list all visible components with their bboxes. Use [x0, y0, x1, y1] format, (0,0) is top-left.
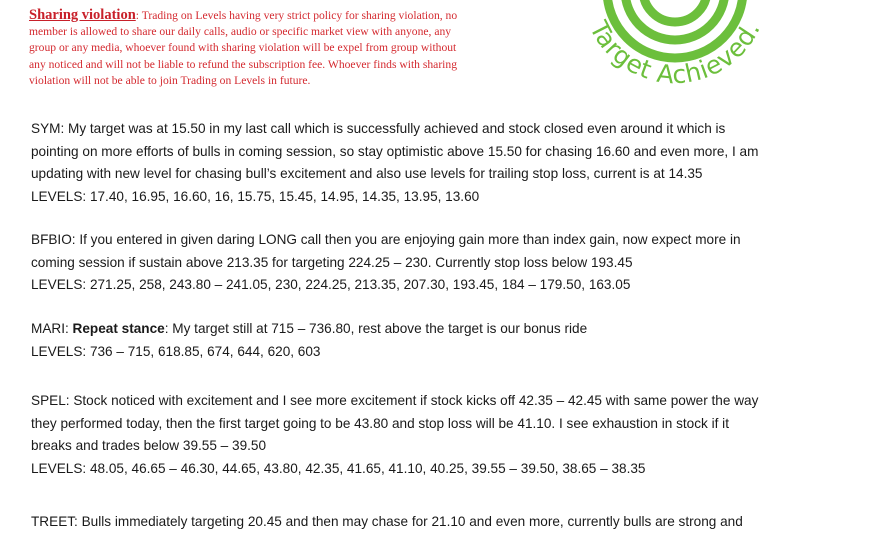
notice-line-3: group or any media, whoever found with sharing violation will be expel from group without	[29, 41, 457, 55]
bfbio-line-1: BFBIO: If you entered in given daring LONG call then you are enjoying gain more than index gain, now expect more in	[31, 232, 741, 247]
sym-levels: LEVELS: 17.40, 16.95, 16.60, 16, 15.75, 15.45, 14.95, 14.35, 13.95, 13.60	[31, 188, 480, 204]
sym-line-1: SYM: My target was at 15.50 in my last call which is successfully achieved and stock closed even around it which is	[31, 121, 726, 136]
notice-heading: Sharing violation	[29, 7, 136, 23]
sym-line-3: updating with new level for chasing bull’s excitement and also use levels for trailing stop loss, current is at 14.35	[31, 166, 703, 182]
sharing-violation-notice	[29, 7, 519, 89]
mari-rest: : My target still at 715 – 736.80, rest above the target is our bonus ride	[164, 321, 588, 336]
call-spel	[31, 390, 758, 480]
sym-line-2: pointing on more efforts of bulls in coming session, so stay optimistic above 15.50 for chasing 16.60 and even more, I am	[31, 143, 759, 159]
call-bfbio	[31, 229, 741, 297]
spel-line-2: they performed today, then the first target going to be 43.80 and stop loss will be 41.10. I see exhaustion in stock if it	[31, 415, 729, 431]
mari-levels: LEVELS: 736 – 715, 618.85, 674, 644, 620, 603	[31, 343, 321, 359]
target-achieved-logo	[560, 0, 790, 100]
notice-line-5: violation will not be able to join Trading on Levels in future.	[29, 73, 311, 87]
mari-prefix: MARI:	[31, 321, 73, 336]
mari-bold-stance: Repeat stance	[72, 321, 165, 336]
spel-levels: LEVELS: 48.05, 46.65 – 46.30, 44.65, 43.80, 42.35, 41.65, 41.10, 40.25, 39.55 – 39.50, 38.65 – 38.35	[31, 460, 646, 476]
bfbio-levels: LEVELS: 271.25, 258, 243.80 – 241.05, 230, 224.25, 213.35, 207.30, 193.45, 184 – 179.50, 163.05	[31, 277, 631, 293]
treet-line-1: TREET: Bulls immediately targeting 20.45 and then may chase for 21.10 and even more, currently bulls are strong and	[31, 514, 743, 529]
notice-line-1: Trading on Levels having very strict policy for sharing violation, no	[139, 9, 458, 22]
notice-separator: :	[135, 9, 139, 22]
call-treet	[31, 511, 743, 534]
mari-line-1	[31, 318, 587, 341]
target-rings-icon	[560, 0, 790, 100]
svg-text:Target Achieved.	[584, 16, 766, 90]
call-mari	[31, 318, 587, 363]
logo-text: Target Achieved.	[584, 16, 766, 90]
bfbio-line-2: coming session if sustain above 213.35 for targeting 224.25 – 230. Currently stop loss below 193.45	[31, 254, 633, 270]
spel-line-3: breaks and trades below 39.55 – 39.50	[31, 438, 267, 454]
spel-line-1: SPEL: Stock noticed with excitement and I see more excitement if stock kicks off 42.35 – 42.45 with same power the way	[31, 393, 759, 408]
notice-line-2: member is allowed to share our daily calls, audio or specific market view with anyone, any	[29, 25, 452, 39]
notice-line-4: any noticed and will not be liable to refund the subscription fee. Whoever finds with sharing	[29, 57, 458, 71]
call-sym	[31, 118, 758, 208]
